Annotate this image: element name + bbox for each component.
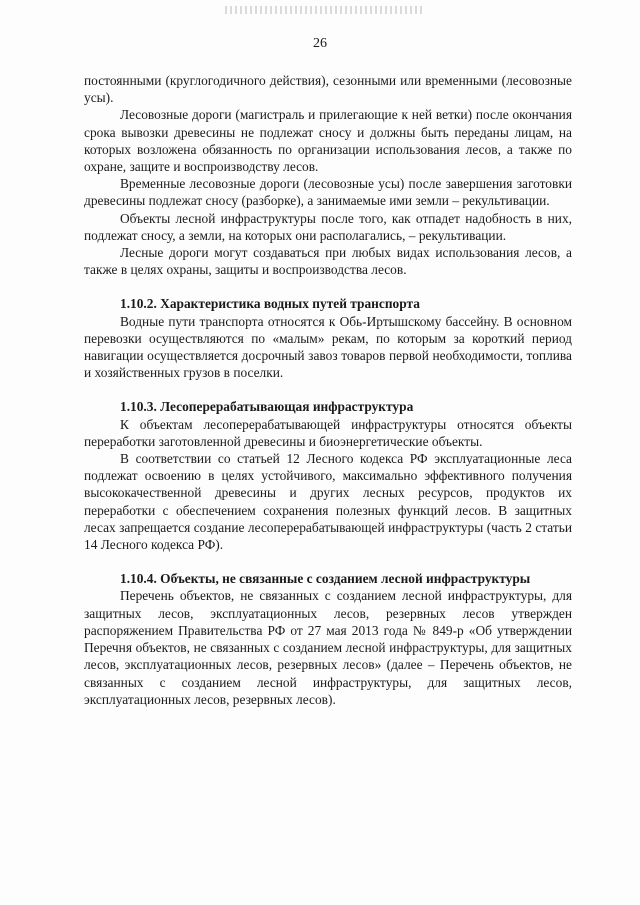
section-heading-1-10-3: 1.10.3. Лесоперерабатывающая инфраструктура (120, 399, 414, 415)
paragraph: В соответствии со статьей 12 Лесного кодекса РФ эксплуатационные леса подлежат освоению в целях устойчивого, максимально эффективного получения высококачественной древесины и других лесных ресурсов, продуктов их переработки с обеспечением сохранения полезных функций лесов. В защитных лесах запрещается создание лесоперерабатывающей инфраструктуры (часть 2 статьи 14 Лесного кодекса РФ). (84, 451, 572, 553)
paragraph: Временные лесовозные дороги (лесовозные усы) после завершения заготовки древесины подлежат сносу (разборке), а занимаемые ими земли – рекультивации. (84, 176, 572, 209)
scan-artifact (225, 6, 425, 14)
page-number: 26 (313, 36, 327, 51)
paragraph: Водные пути транспорта относятся к Обь-Иртышскому бассейну. В основном перевозки осуществляются по «малым» рекам, по которым за короткий период навигации осуществляется досрочный завоз товаров первой необходимости, топлива и хозяйственных грузов в поселки. (84, 313, 572, 381)
paragraph: Лесовозные дороги (магистраль и прилегающие к ней ветки) после окончания срока вывозки древесины не подлежат сносу и должны быть переданы лицам, на которых возложена обязанность по организации использования лесов, а также по охране, защите и воспроизводству лесов. (84, 107, 572, 175)
page-content (84, 72, 572, 708)
section-heading-1-10-4: 1.10.4. Объекты, не связанные с созданием лесной инфраструктуры (120, 571, 531, 587)
paragraph: Перечень объектов, не связанных с созданием лесной инфраструктуры, для защитных лесов, эксплуатационных лесов, резервных лесов утвержден распоряжением Правительства РФ от 27 мая 2013 года № 849-р «Об утверждении Перечня объектов, не связанных с созданием лесной инфраструктуры, для защитных лесов, эксплуатационных лесов, резервных лесов» (далее – Перечень объектов, не связанных с созданием лесной инфраструктуры, для защитных лесов, эксплуатационных лесов, резервных лесов). (84, 588, 572, 707)
paragraph: К объектам лесоперерабатывающей инфраструктуры относятся объекты переработки заготовленной древесины и биоэнергетические объекты. (84, 416, 572, 449)
paragraph: постоянными (круглогодичного действия), сезонными или временными (лесовозные усы). (84, 73, 572, 106)
paragraph: Лесные дороги могут создаваться при любых видах использования лесов, а также в целях охраны, защиты и воспроизводства лесов. (84, 245, 572, 278)
section-heading-1-10-2: 1.10.2. Характеристика водных путей транспорта (120, 296, 420, 312)
paragraph: Объекты лесной инфраструктуры после того, как отпадет надобность в них, подлежат сносу, а земли, на которых они располагались, – рекультивации. (84, 210, 572, 243)
